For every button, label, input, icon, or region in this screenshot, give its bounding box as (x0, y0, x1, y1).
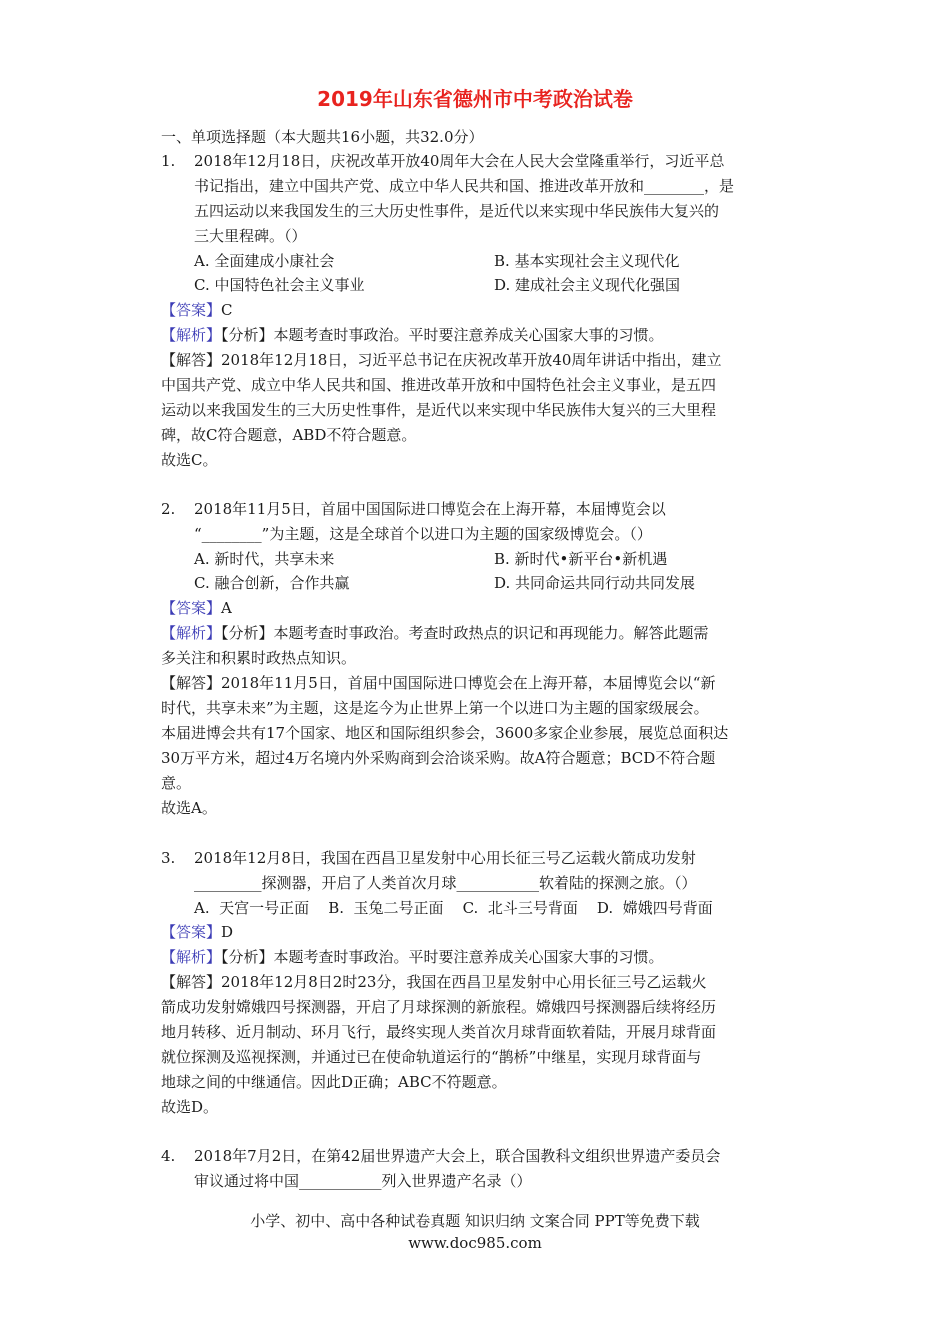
question-1-stem-line: 三大里程碑。（） (194, 227, 307, 245)
question-3-number: 3. (161, 849, 176, 867)
question-3-solution-line: 地球之间的中继通信。因此D正确；ABC不符题意。 (161, 1073, 507, 1091)
question-2-option-d: D. 共同命运共同行动共同发展 (494, 574, 696, 592)
answer-tag: 【答案】 (161, 301, 222, 319)
footer-promo-text: 小学、初中、高中各种试卷真题 知识归纳 文案合同 PPT等免费下载 (250, 1212, 700, 1230)
question-3-solution-line: 箭成功发射嫦娥四号探测器，开启了月球探测的新旅程。嫦娥四号探测器后续将经历 (161, 998, 717, 1016)
answer-value: D (221, 923, 234, 941)
question-2-analysis-line: 多关注和积累时政热点知识。 (161, 649, 357, 667)
question-2-solution-line: 故选A。 (161, 799, 217, 817)
analysis-text: 【分析】本题考查时事政治。考查时政热点的识记和再现能力。解答此题需 (221, 624, 709, 642)
answer-value: A (221, 599, 232, 617)
question-2-solution-line: 意。 (161, 774, 192, 792)
analysis-text: 【分析】本题考查时事政治。平时要注意养成关心国家大事的习惯。 (221, 948, 664, 966)
question-4-number: 4. (161, 1147, 176, 1165)
question-4-stem-line: 2018年7月2日，在第42届世界遗产大会上，联合国教科文组织世界遗产委员会 (194, 1147, 721, 1165)
question-3-answer (161, 920, 233, 944)
analysis-text: 【分析】本题考查时事政治。平时要注意养成关心国家大事的习惯。 (221, 326, 664, 344)
question-4-stem-line: 审议通过将中国___________列入世界遗产名录（） (194, 1172, 532, 1190)
question-1-solution-line: 碑，故C符合题意，ABD不符合题意。 (161, 426, 417, 444)
question-2-solution-line: 30万平方米，超过4万名境内外采购商到会洽谈采购。故A符合题意；BCD不符合题 (161, 749, 716, 767)
question-3-analysis (161, 945, 664, 969)
question-3-solution-line: 就位探测及巡视探测，并通过已在使命轨道运行的“鹊桥”中继星，实现月球背面与 (161, 1048, 702, 1066)
analysis-tag: 【解析】 (161, 948, 222, 966)
answer-tag: 【答案】 (161, 599, 222, 617)
question-1-stem-line: 2018年12月18日，庆祝改革开放40周年大会在人民大会堂隆重举行，习近平总 (194, 152, 725, 170)
question-3-solution-line: 【解答】2018年12月8日2时23分，我国在西昌卫星发射中心用长征三号乙运载火 (161, 973, 707, 991)
question-1-option-a: A. 全面建成小康社会 (194, 252, 335, 270)
analysis-tag: 【解析】 (161, 624, 222, 642)
question-2-analysis (161, 621, 709, 645)
question-2-solution-line: 时代，共享未来”为主题，这是迄今为止世界上第一个以进口为主题的国家级展会。 (161, 699, 709, 717)
question-1-solution-line: 【解答】2018年12月18日，习近平总书记在庆祝改革开放40周年讲话中指出，建立 (161, 351, 722, 369)
question-2-stem-line: “________”为主题，这是全球首个以进口为主题的国家级博览会。（） (194, 525, 652, 543)
question-1-answer (161, 298, 233, 322)
question-1-solution-line: 故选C。 (161, 451, 218, 469)
question-2-answer (161, 596, 232, 620)
answer-value: C (221, 301, 233, 319)
question-2-number: 2. (161, 500, 176, 518)
question-1-analysis (161, 323, 664, 347)
footer-url[interactable]: www.doc985.com (408, 1234, 542, 1252)
question-3-options: A. 天宫一号正面 B. 玉兔二号正面 C. 北斗三号背面 D. 嫦娥四号背面 (194, 899, 713, 917)
question-1-option-d: D. 建成社会主义现代化强国 (494, 276, 681, 294)
question-3-stem-line: 2018年12月8日，我国在西昌卫星发射中心用长征三号乙运载火箭成功发射 (194, 849, 696, 867)
question-3-solution-line: 故选D。 (161, 1098, 219, 1116)
section-header: 一、单项选择题（本大题共16小题，共32.0分） (161, 128, 484, 146)
question-1-number: 1. (161, 152, 176, 170)
question-3-stem-line: _________探测器，开启了人类首次月球___________软着陆的探测之旅。（） (194, 874, 697, 892)
question-3-solution-line: 地月转移、近月制动、环月飞行，最终实现人类首次月球背面软着陆，开展月球背面 (161, 1023, 717, 1041)
question-1-option-c: C. 中国特色社会主义事业 (194, 276, 365, 294)
question-1-stem-line: 五四运动以来我国发生的三大历史性事件，是近代以来实现中华民族伟大复兴的 (194, 202, 720, 220)
question-1-stem-line: 书记指出，建立中国共产党、成立中华人民共和国、推进改革开放和________，是 (194, 177, 735, 195)
page-title: 2019年山东省德州市中考政治试卷 (317, 87, 633, 111)
question-2-solution-line: 本届进博会共有17个国家、地区和国际组织参会，3600多家企业参展，展览总面积达 (161, 724, 729, 742)
question-1-solution-line: 中国共产党、成立中华人民共和国、推进改革开放和中国特色社会主义事业，是五四 (161, 376, 717, 394)
question-1-solution-line: 运动以来我国发生的三大历史性事件，是近代以来实现中华民族伟大复兴的三大里程 (161, 401, 717, 419)
answer-tag: 【答案】 (161, 923, 222, 941)
question-2-option-a: A. 新时代，共享未来 (194, 550, 335, 568)
question-2-stem-line: 2018年11月5日，首届中国国际进口博览会在上海开幕，本届博览会以 (194, 500, 666, 518)
question-2-option-b: B. 新时代•新平台•新机遇 (494, 550, 668, 568)
question-1-option-b: B. 基本实现社会主义现代化 (494, 252, 680, 270)
question-2-option-c: C. 融合创新，合作共赢 (194, 574, 350, 592)
question-2-solution-line: 【解答】2018年11月5日，首届中国国际进口博览会在上海开幕，本届博览会以“新 (161, 674, 716, 692)
analysis-tag: 【解析】 (161, 326, 222, 344)
